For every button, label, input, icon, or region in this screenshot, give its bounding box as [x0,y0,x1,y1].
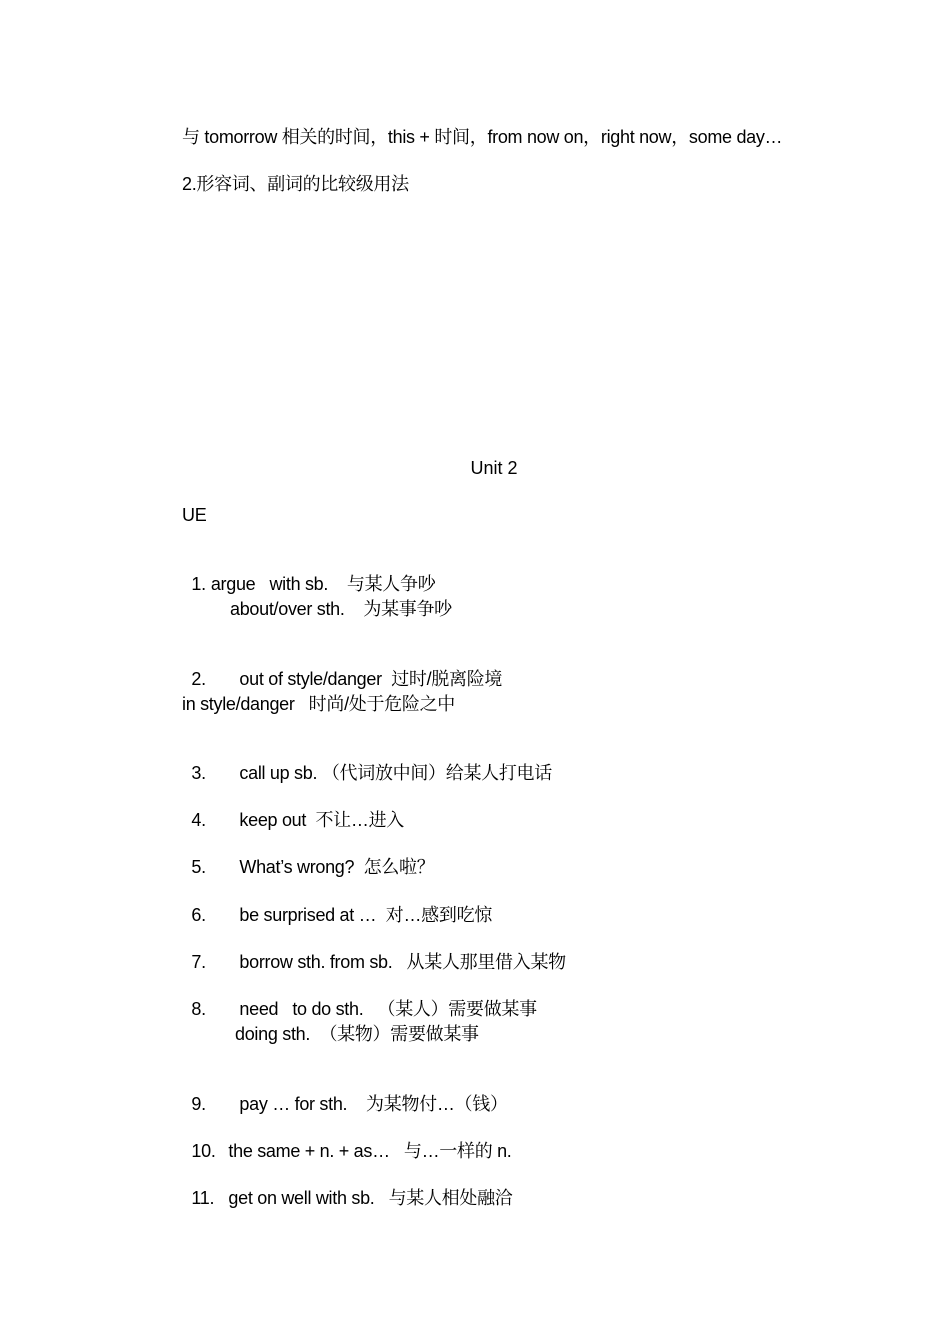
item-text: borrow sth. from sb. 从某人那里借入某物 [239,952,566,972]
item-number: 7. [191,952,206,972]
unit-title: Unit 2 [470,458,518,478]
item-number: 9. [191,1094,206,1114]
future-time-expressions: 与 tomorrow 相关的时间，this + 时间，from now on，right now，some day… [182,127,783,147]
item-number: 2. [191,669,206,689]
list-item-continuation: about/over sth. 为某事争吵 [230,599,452,619]
grammar-point-heading: 2.形容词、副词的比较级用法 [182,174,409,194]
item-number: 8. [191,999,206,1019]
list-item [182,976,537,1020]
list-item [182,929,566,973]
item-text: keep out 不让…进入 [239,810,404,830]
item-number: 6. [191,905,206,925]
list-item [182,551,435,595]
item-text: need to do sth. （某人）需要做某事 [239,999,537,1019]
item-text: pay … for sth. 为某物付…（钱） [239,1094,508,1114]
list-item [182,834,434,878]
section-label: UE [182,505,207,525]
item-number: 1. [191,574,206,594]
list-item [182,1071,508,1115]
item-text: get on well with sb. 与某人相处融洽 [228,1188,513,1208]
list-item [182,1118,512,1162]
item-number: 4. [191,810,206,830]
list-item [182,1165,513,1209]
item-text: argue with sb. 与某人争吵 [210,574,436,594]
item-number: 10. [191,1141,216,1161]
item-text: out of style/danger 过时/脱离险境 [239,669,503,689]
item-text: be surprised at … 对…感到吃惊 [239,905,492,925]
item-text: the same + n. + as… 与…一样的 n. [228,1141,512,1161]
list-item [182,882,492,926]
list-item [182,646,502,690]
item-number: 3. [191,763,206,783]
item-text: What’s wrong? 怎么啦？ [239,857,435,877]
list-item-continuation: in style/danger 时尚/处于危险之中 [182,694,455,714]
item-text: call up sb. （代词放中间）给某人打电话 [239,763,552,783]
list-item [182,740,552,784]
item-number: 5. [191,857,206,877]
list-item [182,787,404,831]
item-number: 11. [191,1188,215,1208]
list-item-continuation: doing sth. （某物）需要做某事 [235,1024,479,1044]
